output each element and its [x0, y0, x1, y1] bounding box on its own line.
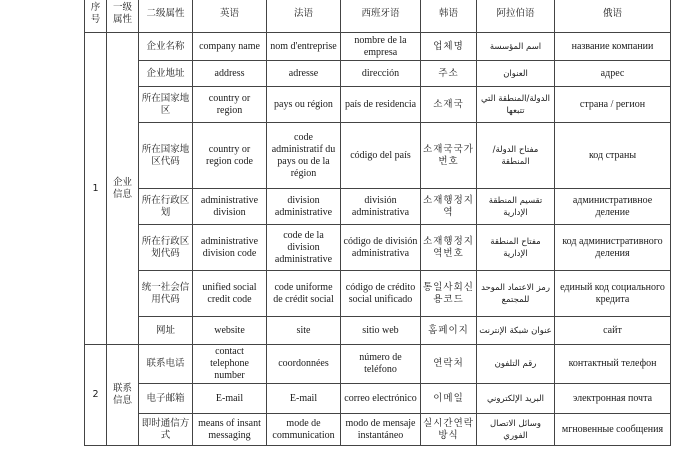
level2-cell: 所在国家地区: [139, 87, 193, 123]
table-row: [85, 414, 671, 446]
korean-cell: 소재국: [421, 87, 477, 123]
russian-cell: мгновенные сообщения: [555, 414, 671, 446]
spanish-cell: número de teléfono: [341, 345, 421, 384]
table-row: [85, 87, 671, 123]
level2-cell: 企业地址: [139, 61, 193, 87]
table-row: [85, 61, 671, 87]
table-row: [85, 271, 671, 317]
header-level2: 二级属性: [139, 0, 193, 33]
russian-cell: название компании: [555, 33, 671, 61]
table-row: [85, 189, 671, 225]
arabic-cell: مفتاح الدولة/المنطقة: [477, 123, 555, 189]
russian-cell: код страны: [555, 123, 671, 189]
french-cell: code administratif du pays ou de la région: [267, 123, 341, 189]
french-cell: E-mail: [267, 384, 341, 414]
table-row: [85, 345, 671, 384]
french-cell: code uniforme de crédit social: [267, 271, 341, 317]
arabic-cell: رقم التلفون: [477, 345, 555, 384]
table-row: [85, 384, 671, 414]
english-cell: E-mail: [193, 384, 267, 414]
spanish-cell: código de crédito social unificado: [341, 271, 421, 317]
french-cell: code de la division administrative: [267, 225, 341, 271]
korean-cell: 이메일: [421, 384, 477, 414]
spanish-cell: código del país: [341, 123, 421, 189]
table-row: [85, 123, 671, 189]
header-russian: 俄语: [555, 0, 671, 33]
english-cell: website: [193, 317, 267, 345]
table-row: [85, 317, 671, 345]
group-index-cell: 1: [85, 33, 107, 345]
level2-cell: 企业名称: [139, 33, 193, 61]
arabic-cell: اسم المؤسسة: [477, 33, 555, 61]
spanish-cell: código de división administrativa: [341, 225, 421, 271]
level2-cell: 所在行政区划: [139, 189, 193, 225]
english-cell: means of insant messaging: [193, 414, 267, 446]
translation-table: [84, 0, 671, 446]
level2-cell: 统一社会信用代码: [139, 271, 193, 317]
arabic-cell: وسائل الاتصال الفوري: [477, 414, 555, 446]
header-index: 序号: [85, 0, 107, 33]
french-cell: site: [267, 317, 341, 345]
french-cell: adresse: [267, 61, 341, 87]
russian-cell: страна / регион: [555, 87, 671, 123]
russian-cell: единый код социального кредита: [555, 271, 671, 317]
group-category-cell: 企业信息: [107, 33, 139, 345]
level2-cell: 所在国家地区代码: [139, 123, 193, 189]
russian-cell: административное деление: [555, 189, 671, 225]
level2-cell: 联系电话: [139, 345, 193, 384]
arabic-cell: رمز الاعتماد الموحد للمجتمع: [477, 271, 555, 317]
korean-cell: 주소: [421, 61, 477, 87]
level2-cell: 电子邮箱: [139, 384, 193, 414]
arabic-cell: العنوان: [477, 61, 555, 87]
korean-cell: 홈페이지: [421, 317, 477, 345]
korean-cell: 연락처: [421, 345, 477, 384]
english-cell: address: [193, 61, 267, 87]
header-french: 法语: [267, 0, 341, 33]
group-index-cell: 2: [85, 345, 107, 446]
french-cell: division administrative: [267, 189, 341, 225]
spanish-cell: división administrativa: [341, 189, 421, 225]
table-header-row: [85, 0, 671, 33]
russian-cell: контактный телефон: [555, 345, 671, 384]
level2-cell: 所在行政区划代码: [139, 225, 193, 271]
level2-cell: 网址: [139, 317, 193, 345]
header-korean: 韩语: [421, 0, 477, 33]
french-cell: pays ou région: [267, 87, 341, 123]
level2-cell: 即时通信方式: [139, 414, 193, 446]
english-cell: company name: [193, 33, 267, 61]
russian-cell: адрес: [555, 61, 671, 87]
arabic-cell: عنوان شبكة الإنترنت: [477, 317, 555, 345]
english-cell: country or region: [193, 87, 267, 123]
korean-cell: 실시간연락방식: [421, 414, 477, 446]
spanish-cell: correo electrónico: [341, 384, 421, 414]
english-cell: administrative division code: [193, 225, 267, 271]
spanish-cell: nombre de la empresa: [341, 33, 421, 61]
korean-cell: 소재국국가번호: [421, 123, 477, 189]
arabic-cell: تقسيم المنطقة الإدارية: [477, 189, 555, 225]
korean-cell: 소재행정지역: [421, 189, 477, 225]
russian-cell: код административного деления: [555, 225, 671, 271]
russian-cell: сайт: [555, 317, 671, 345]
russian-cell: электронная почта: [555, 384, 671, 414]
spanish-cell: modo de mensaje instantáneo: [341, 414, 421, 446]
spanish-cell: sitio web: [341, 317, 421, 345]
header-english: 英语: [193, 0, 267, 33]
group-category-cell: 联系信息: [107, 345, 139, 446]
arabic-cell: الدولة/المنطقة التي تتبعها: [477, 87, 555, 123]
english-cell: unified social credit code: [193, 271, 267, 317]
english-cell: administrative division: [193, 189, 267, 225]
header-arabic: 阿拉伯语: [477, 0, 555, 33]
header-spanish: 西班牙语: [341, 0, 421, 33]
spanish-cell: dirección: [341, 61, 421, 87]
english-cell: contact telephone number: [193, 345, 267, 384]
korean-cell: 통일사회신용코드: [421, 271, 477, 317]
french-cell: nom d'entreprise: [267, 33, 341, 61]
header-level1: 一级属性: [107, 0, 139, 33]
english-cell: country or region code: [193, 123, 267, 189]
table-row: [85, 225, 671, 271]
arabic-cell: البريد الإلكتروني: [477, 384, 555, 414]
korean-cell: 소재행정지역번호: [421, 225, 477, 271]
korean-cell: 업체명: [421, 33, 477, 61]
arabic-cell: مفتاح المنطقة الإدارية: [477, 225, 555, 271]
french-cell: mode de communication: [267, 414, 341, 446]
french-cell: coordonnées: [267, 345, 341, 384]
table-row: [85, 33, 671, 61]
spanish-cell: país de residencia: [341, 87, 421, 123]
